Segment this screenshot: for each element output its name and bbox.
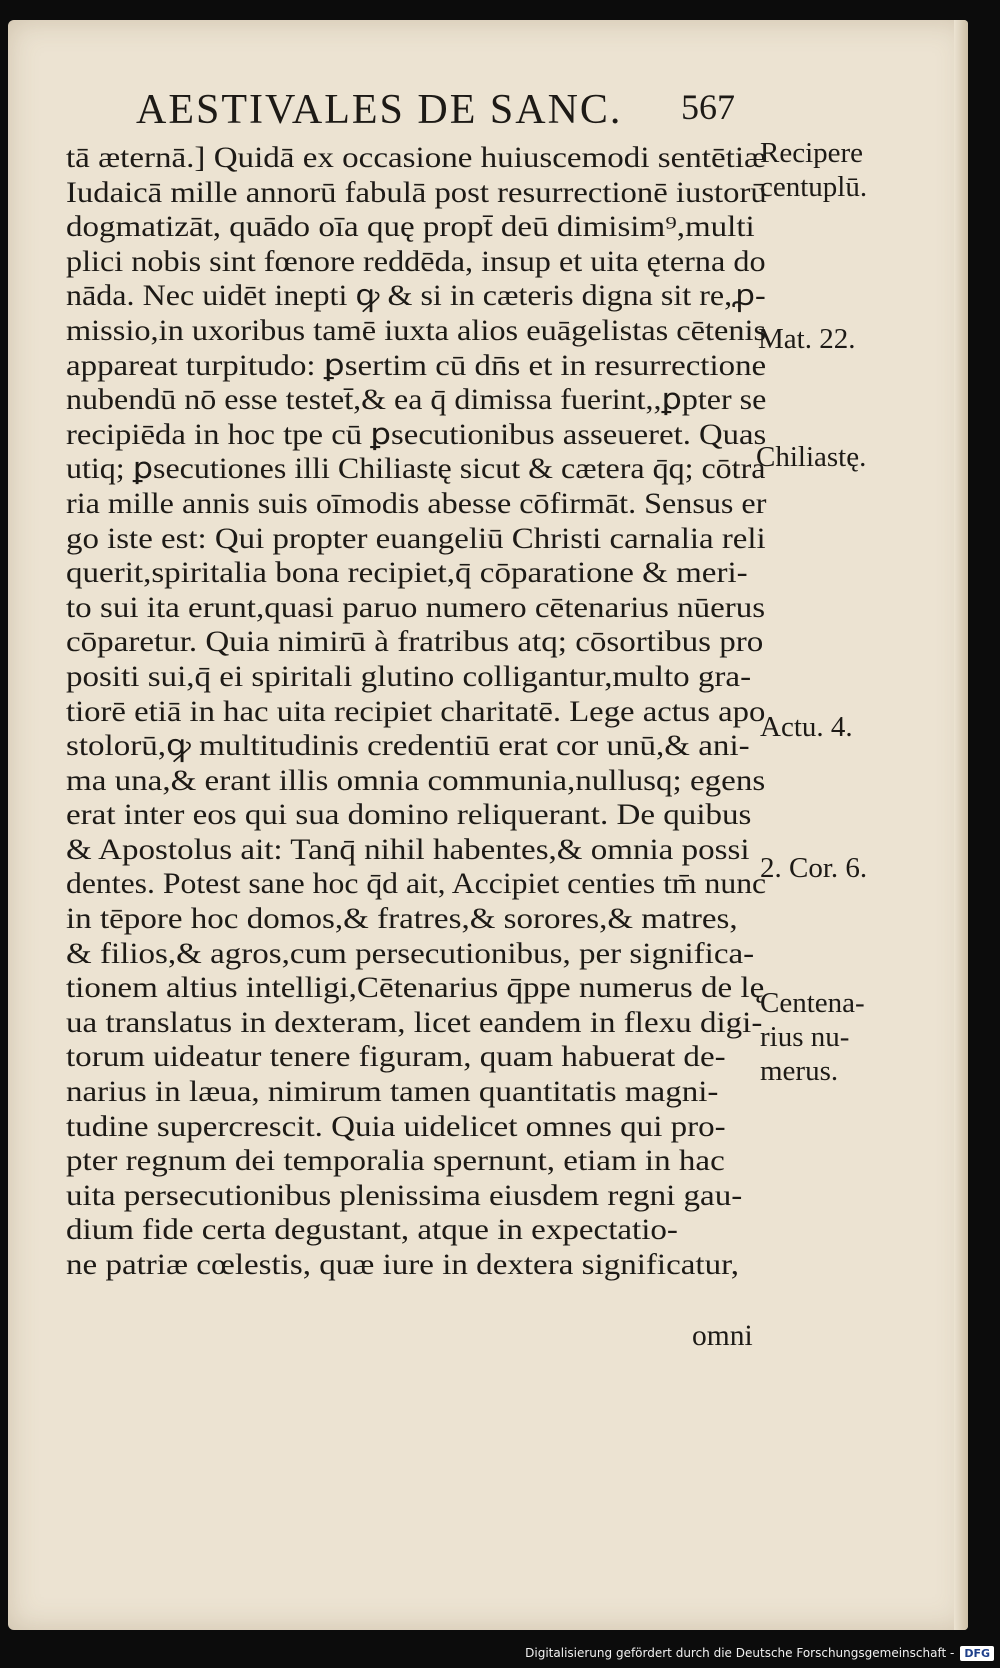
margin-note-line: Actu. 4. bbox=[760, 711, 853, 743]
text-line: ria mille annis suis oīmodis abesse cōfirmāt. Sensus er bbox=[66, 487, 767, 520]
running-head: AESTIVALES DE SANC. bbox=[136, 87, 623, 133]
margin-note-line: 2. Cor. 6. bbox=[760, 852, 868, 884]
margin-note-centenarius bbox=[760, 986, 865, 1088]
credit-text: Digitalisierung gefördert durch die Deutsche Forschungsgemeinschaft - bbox=[525, 1646, 955, 1660]
margin-note-line: Centena- bbox=[760, 987, 865, 1019]
text-line: tiorē etiā in hac uita recipiet charitatē. Lege actus apo bbox=[66, 695, 766, 728]
text-line: erat inter eos qui sua domino reliquerant. De quibus bbox=[66, 799, 752, 832]
margin-note-cor bbox=[760, 851, 867, 885]
text-line: torum uideatur tenere figuram, quam habuerat de- bbox=[66, 1041, 726, 1074]
margin-note-mat bbox=[758, 322, 855, 356]
text-line: ne patriæ cœlestis, quæ iure in dextera significatur, bbox=[66, 1249, 740, 1281]
digitization-credit bbox=[525, 1642, 994, 1664]
text-line: nubendū nō esse testet̄,& ea q̄ dimissa fuerint,,ꝑpter se bbox=[66, 384, 767, 417]
text-line: & Apostolus ait: Tanq̄ nihil habentes,& omnia possi bbox=[66, 833, 750, 866]
text-line: ua translatus in dexteram, licet eandem in flexu digi- bbox=[66, 1006, 763, 1039]
dfg-logo-icon: DFG bbox=[960, 1646, 994, 1661]
text-line: plici nobis sint fœnore reddēda, insup et uita ęterna do bbox=[66, 245, 766, 278]
margin-note-line: Chiliastę. bbox=[756, 441, 867, 473]
text-line: recipiēda in hoc tpe cū ꝑsecutionibus asseueret. Quas bbox=[66, 418, 767, 451]
catchword: omni bbox=[692, 1320, 753, 1352]
text-line: tionem altius intelligi,Cētenarius q̄ppe numerus de lę bbox=[66, 972, 765, 1005]
text-line: go iste est: Qui propter euangeliū Christi carnalia reli bbox=[66, 522, 766, 555]
text-line: stolorū,ꝙ multitudinis credentiū erat cor unū,& ani- bbox=[66, 730, 750, 763]
margin-note-actu bbox=[760, 710, 853, 744]
text-line: to sui ita erunt,quasi paruo numero cētenarius nūerus bbox=[66, 591, 766, 624]
margin-note-line: centuplū. bbox=[760, 171, 868, 203]
page-header bbox=[136, 86, 756, 144]
text-line: tudine supercrescit. Quia uidelicet omnes qui pro- bbox=[66, 1110, 726, 1143]
text-line: cōparetur. Quia nimirū à fratribus atq; cōsortibus pro bbox=[66, 626, 764, 659]
text-line: uita persecutionibus plenissima eiusdem regni gau- bbox=[66, 1179, 743, 1212]
text-line: in tēpore hoc domos,& fratres,& sorores,& matres, bbox=[66, 903, 738, 936]
text-line: dium fide certa degustant, atque in expectatio- bbox=[66, 1214, 678, 1247]
margin-note-line: merus. bbox=[760, 1055, 839, 1087]
text-line: narius in læua, nimirum tamen quantitatis magni- bbox=[66, 1076, 719, 1109]
text-line: utiq; ꝑsecutiones illi Chiliastę sicut & cætera q̄q; cōtra bbox=[66, 453, 766, 486]
text-line: positi sui,q̄ ei spiritali glutino colligantur,multo gra- bbox=[66, 660, 752, 693]
margin-note-chiliastae bbox=[756, 440, 866, 474]
margin-note-recipere bbox=[760, 136, 867, 204]
text-line: Iudaicā mille annorū fabulā post resurrectionē iustorū bbox=[66, 176, 767, 209]
text-line: missio,in uxoribus tamē iuxta alios euāgelistas cētenis bbox=[66, 314, 767, 347]
text-line: & filios,& agros,cum persecutionibus, per significa- bbox=[66, 937, 755, 970]
page-edge-shadow bbox=[954, 20, 968, 1630]
text-line: querit,spiritalia bona recipiet,q̄ cōparatione & meri- bbox=[66, 557, 748, 590]
text-line: nāda. Nec uidēt inepti ꝙ & si in cæteris digna sit re,ꝓ- bbox=[66, 280, 766, 313]
text-line: dentes. Potest sane hoc q̄d ait, Accipiet centies tm̄ nunc bbox=[66, 868, 767, 901]
page-number: 567 bbox=[681, 87, 735, 127]
body-text-column bbox=[66, 141, 766, 1283]
text-line: tā æternā.] Quidā ex occasione huiuscemodi sentētiæ bbox=[66, 142, 767, 174]
text-line: dogmatizāt, quādo oīa quę propt̄ deū dimisim⁹,multi bbox=[66, 211, 755, 244]
text-line: pter regnum dei temporalia spernunt, etiam in hac bbox=[66, 1145, 725, 1178]
margin-note-line: Mat. 22. bbox=[758, 323, 856, 355]
text-line: appareat turpitudo: ꝑsertim cū dn̄s et in resurrectione bbox=[66, 349, 767, 382]
book-page bbox=[8, 20, 968, 1630]
text-line: ma una,& erant illis omnia communia,nullusq; egens bbox=[66, 764, 766, 797]
margin-note-line: rius nu- bbox=[760, 1021, 850, 1053]
margin-note-line: Recipere bbox=[760, 137, 864, 169]
